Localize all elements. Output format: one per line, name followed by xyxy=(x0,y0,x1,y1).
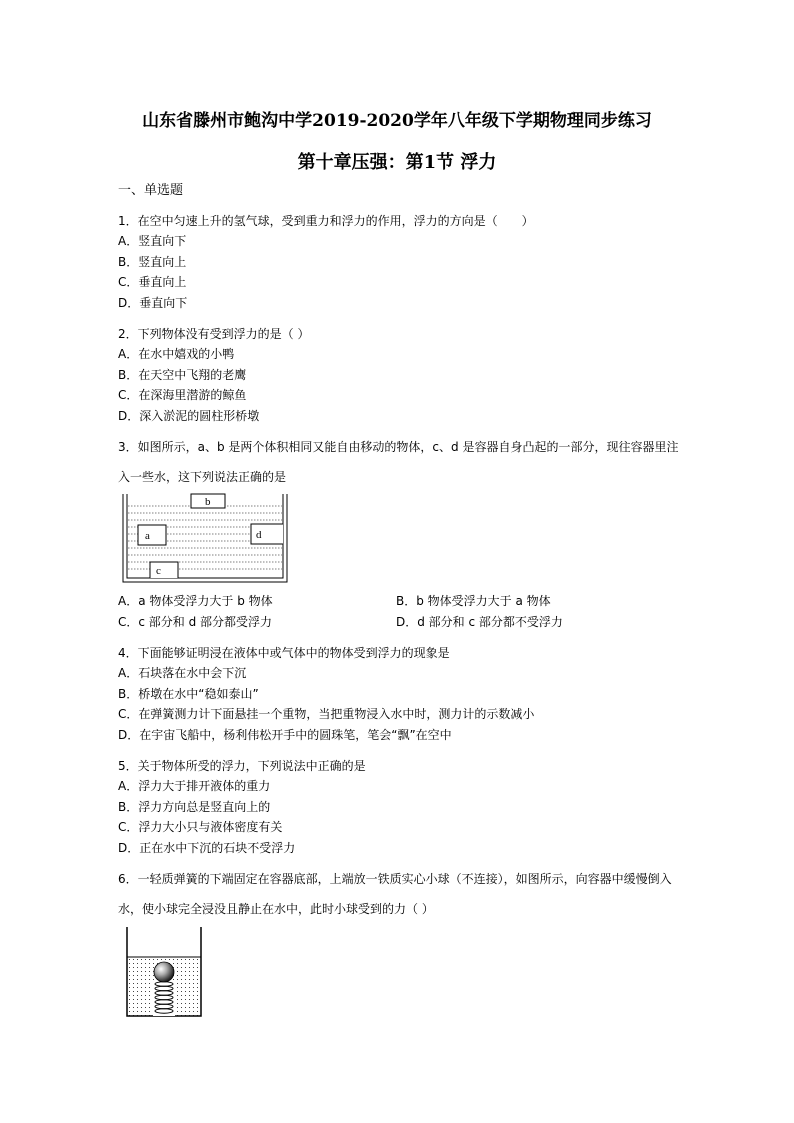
question-3-option-b: B．b 物体受浮力大于 a 物体 xyxy=(396,594,551,608)
question-3-option-d: D．d 部分和 c 部分都不受浮力 xyxy=(396,615,563,629)
label-a: a xyxy=(145,530,150,542)
object-a xyxy=(138,525,166,545)
question-4-option-b: B．桥墩在水中“稳如泰山” xyxy=(118,687,259,701)
question-2-option-a: A．在水中嬉戏的小鸭 xyxy=(118,347,235,361)
question-5-option-c: C．浮力大小只与液体密度有关 xyxy=(118,820,283,834)
question-1-option-b: B．竖直向上 xyxy=(118,255,187,269)
question-5-stem: 5．关于物体所受的浮力，下列说法中正确的是 xyxy=(118,759,366,773)
section-heading: 一、单选题 xyxy=(118,183,184,198)
label-b: b xyxy=(205,496,211,508)
question-4-option-d: D．在宇宙飞船中，杨利伟松开手中的圆珠笔，笔会“飘”在空中 xyxy=(118,728,452,742)
question-1-option-c: C．垂直向上 xyxy=(118,275,187,289)
question-1-stem: 1．在空中匀速上升的氢气球，受到重力和浮力的作用，浮力的方向是（ ） xyxy=(118,214,534,228)
question-3-option-a: A．a 物体受浮力大于 b 物体 xyxy=(118,594,273,608)
question-1-option-a: A．竖直向下 xyxy=(118,234,187,248)
question-5-option-b: B．浮力方向总是竖直向上的 xyxy=(118,800,271,814)
protrusion-c xyxy=(150,562,178,578)
document-subtitle: 第十章压强：第1节 浮力 xyxy=(297,152,497,173)
question-4-option-c: C．在弹簧测力计下面悬挂一个重物，当把重物浸入水中时，测力计的示数减小 xyxy=(118,707,535,721)
question-2-stem: 2．下列物体没有受到浮力的是（ ） xyxy=(118,327,310,341)
question-4-stem: 4．下面能够证明浸在液体中或气体中的物体受到浮力的现象是 xyxy=(118,646,450,660)
iron-ball xyxy=(154,962,174,982)
spring xyxy=(153,981,175,1016)
question-2-option-c: C．在深海里潜游的鲸鱼 xyxy=(118,388,247,402)
question-6-stem-line-2: 水，使小球完全浸没且静止在水中，此时小球受到的力（ ） xyxy=(118,902,434,916)
question-2-option-b: B．在天空中飞翔的老鹰 xyxy=(118,368,247,382)
question-3-container-figure xyxy=(120,492,290,584)
label-c: c xyxy=(156,565,161,577)
question-5-option-d: D．正在水中下沉的石块不受浮力 xyxy=(118,841,296,855)
question-3-stem-line-2: 入一些水，这下列说法正确的是 xyxy=(118,470,287,484)
question-4-option-a: A．石块落在水中会下沉 xyxy=(118,666,247,680)
question-1-option-d: D．垂直向下 xyxy=(118,296,188,310)
question-3-stem-line-1: 3．如图所示，a、b 是两个体积相同又能自由移动的物体，c、d 是容器自身凸起的一部分，现往容器里注 xyxy=(118,440,679,454)
question-6-stem-line-1: 6．一轻质弹簧的下端固定在容器底部，上端放一铁质实心小球（不连接），如图所示，向容器中缓慢倒入 xyxy=(118,872,672,886)
question-2-option-d: D．深入淤泥的圆柱形桥墩 xyxy=(118,409,260,423)
question-6-spring-figure xyxy=(124,926,204,1020)
question-5-option-a: A．浮力大于排开液体的重力 xyxy=(118,779,271,793)
document-title: 山东省滕州市鲍沟中学2019-2020学年八年级下学期物理同步练习 xyxy=(142,111,652,131)
question-3-option-c: C．c 部分和 d 部分都受浮力 xyxy=(118,615,273,629)
label-d: d xyxy=(256,529,262,541)
